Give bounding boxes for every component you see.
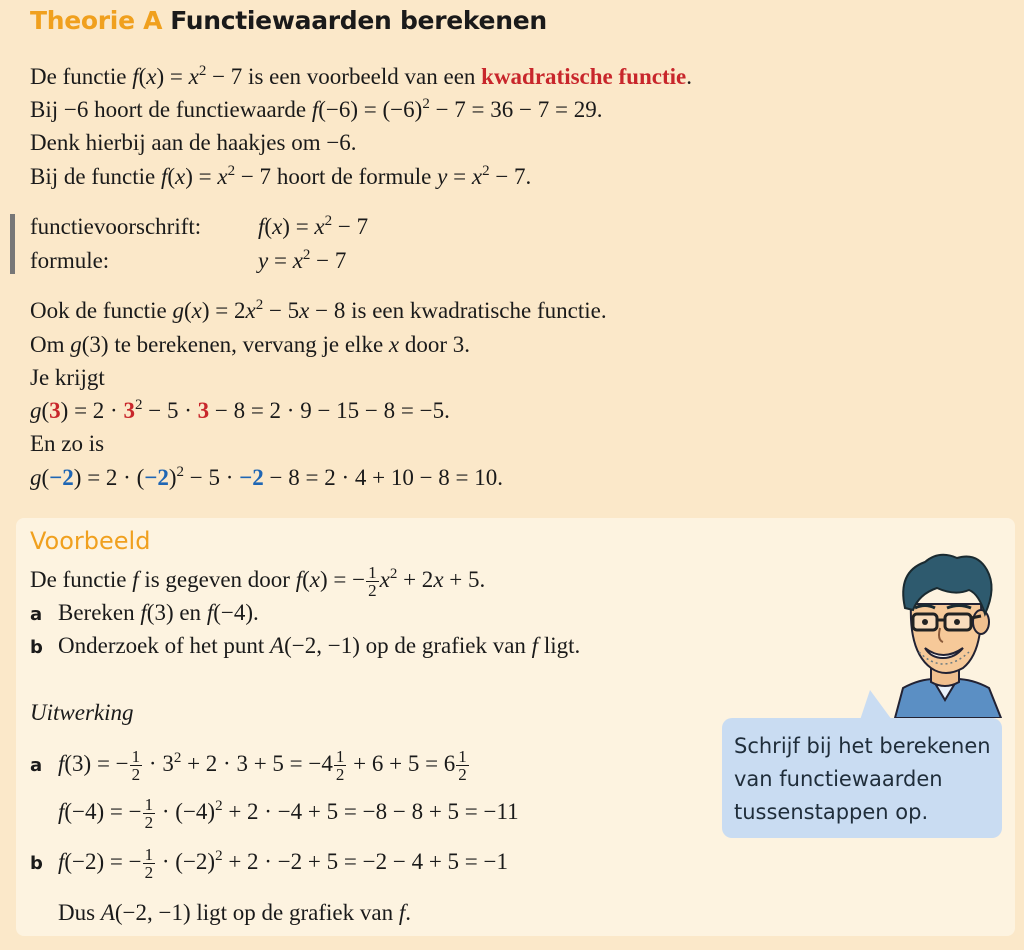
example-text: is gegeven door: [138, 566, 296, 592]
question-b-label: b: [30, 637, 43, 658]
example-text: ligt.: [538, 633, 581, 658]
keyword-kwadratische-functie: kwadratische functie: [481, 64, 687, 89]
tip-line-1: Schrijf bij het berekenen: [734, 734, 991, 758]
def-label: formule:: [30, 248, 110, 273]
solution-a-label: a: [30, 754, 43, 776]
side-bar: [10, 214, 15, 274]
g-line-4: $g(3) = 2 \cdot 3^2 - 5 \cdot 3 - 8 = 2 \cdot 9 - 15 - 8 = -5$.: [30, 397, 450, 423]
g-text: Om: [30, 332, 71, 357]
solution-a-2: f(−4) = − $\frac{1}{2}$ · $(-4)^2 + 2 \cdot -4 + 5 = -8 - 8 + 5 = -11$: [58, 795, 519, 832]
page-title: [30, 6, 547, 35]
solution-a-1: a f(3) = − $\frac{1}{2}$ · $3^2 + 2 \cdot 3 + 5 = -4$ $\frac{1}{2}$ + 6 + 5 = 6 $\frac{1}{2}$: [30, 747, 467, 784]
example-text: De functie: [30, 566, 133, 592]
tip-line-3: tussenstappen op.: [734, 800, 929, 824]
solution-b-1: b f(−2) = − $\frac{1}{2}$ · $(-2)^2 + 2 \cdot -2 + 5 = -2 - 4 + 5 = -1$: [30, 845, 508, 882]
g-line-1: Ook de functie $g(x) = 2x^2 - 5x - 8$ is een kwadratische functie.: [30, 297, 607, 323]
intro-line-1: De functie $f(x) = x^2 - 7$ is een voorbeeld van een kwadratische functie.: [30, 63, 692, 89]
example-given: De functie f is gegeven door f(x) = − $\frac{1}{2}$ $x^2 + 2x + 5$.: [30, 563, 486, 600]
g-line-6: $g(-2) = 2 \cdot (-2)^2 - 5 \cdot -2 - 8 = 2 \cdot 4 + 10 - 8 = 10$.: [30, 464, 504, 490]
example-text: Dus: [58, 900, 101, 925]
intro-text: Bij de functie: [30, 164, 161, 189]
solution-b-label: b: [30, 852, 43, 874]
example-question-b: b Onderzoek of het punt A(−2, −1) op de grafiek van f ligt.: [30, 631, 580, 663]
g-text: door 3.: [399, 332, 471, 357]
def-label: functievoorschrift:: [30, 214, 202, 239]
title-main: Functiewaarden berekenen: [170, 6, 547, 35]
g-text: te berekenen, vervang je elke: [108, 332, 389, 357]
g-line-5: En zo is: [30, 431, 105, 456]
example-text: ligt op de grafiek van: [190, 900, 399, 925]
example-text: Bereken: [58, 600, 141, 625]
intro-line-4: Bij de functie $f(x) = x^2 - 7$ hoort de formule $y = x^2 - 7$.: [30, 163, 532, 189]
tip-line-2: van functiewaarden: [734, 767, 943, 791]
tip-text: [734, 730, 1004, 829]
title-prefix: Theorie A: [30, 6, 163, 35]
example-question-a: a Bereken f(3) en f(−4).: [30, 598, 259, 630]
g-text: is een kwadratische functie.: [345, 298, 607, 323]
example-heading: Voorbeeld: [30, 527, 151, 555]
intro-text: De functie: [30, 64, 133, 89]
intro-line-2: Bij −6 hoort de functiewaarde $f(-6) = (-6)^2 - 7 = 36 - 7 = 29$.: [30, 96, 603, 122]
def-voorschrift: functievoorschrift: $f(x) = x^2 - 7$: [30, 212, 368, 242]
question-a-label: a: [30, 604, 43, 625]
teacher-avatar-icon: [885, 548, 1005, 718]
intro-line-3: Denk hierbij aan de haakjes om −6.: [30, 130, 357, 155]
solution-conclusion: Dus A(−2, −1) ligt op de grafiek van f.: [58, 900, 411, 925]
example-text: Onderzoek of het punt: [58, 633, 271, 658]
example-text: op de grafiek van: [359, 633, 532, 658]
def-formule: formule: $y = x^2 - 7$: [30, 246, 346, 276]
intro-text: Bij −6 hoort de functiewaarde: [30, 97, 312, 122]
g-line-3: Je krijgt: [30, 365, 105, 390]
intro-text: hoort de formule: [271, 164, 438, 189]
uitwerking-heading: Uitwerking: [30, 700, 134, 725]
g-line-2: Om g(3) te berekenen, vervang je elke x door 3.: [30, 332, 471, 357]
